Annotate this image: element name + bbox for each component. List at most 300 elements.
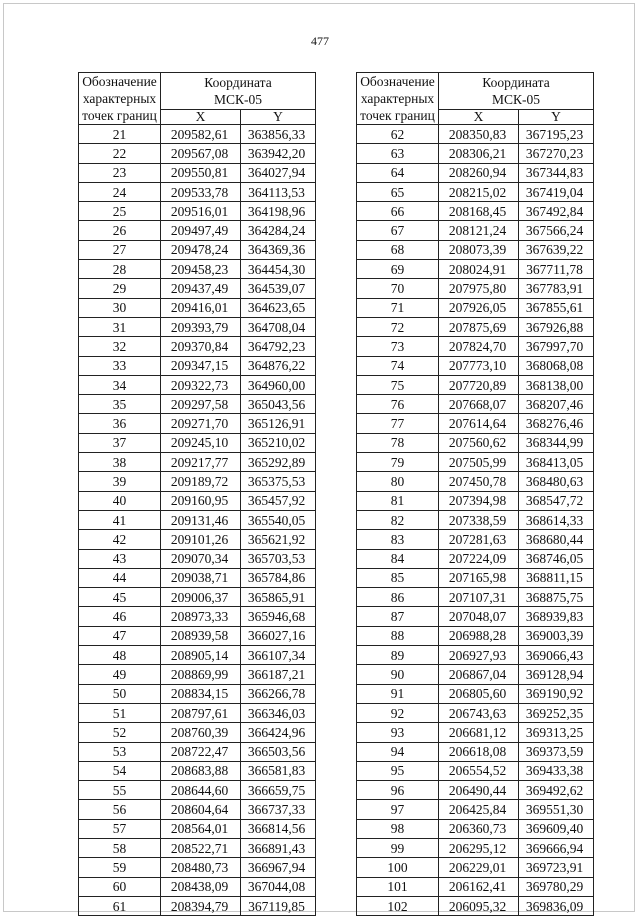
- table-row: [79, 414, 316, 433]
- point-number-cell: 66: [357, 202, 439, 221]
- table-row: [357, 433, 594, 452]
- point-number-cell: 26: [79, 221, 161, 240]
- table-row: [79, 163, 316, 182]
- y-coordinate-cell: 369313,25: [519, 723, 594, 742]
- y-coordinate-cell: 367639,22: [519, 240, 594, 259]
- x-coordinate-cell: 208480,73: [161, 858, 241, 877]
- table-row: [357, 356, 594, 375]
- table-row: [357, 761, 594, 780]
- table-row: [79, 221, 316, 240]
- x-coordinate-cell: 206805,60: [439, 684, 519, 703]
- y-coordinate-cell: 369780,29: [519, 877, 594, 896]
- table-row: [357, 800, 594, 819]
- table-row: [357, 375, 594, 394]
- y-coordinate-cell: 366659,75: [241, 781, 316, 800]
- table-row: [357, 510, 594, 529]
- y-coordinate-cell: 366346,03: [241, 703, 316, 722]
- point-number-cell: 92: [357, 703, 439, 722]
- x-coordinate-cell: 208973,33: [161, 607, 241, 626]
- point-number-cell: 78: [357, 433, 439, 452]
- coordinates-table-right: [356, 72, 594, 916]
- x-coordinate-cell: 209533,78: [161, 182, 241, 201]
- point-number-cell: 87: [357, 607, 439, 626]
- x-coordinate-cell: 207875,69: [439, 317, 519, 336]
- point-number-cell: 62: [357, 125, 439, 144]
- table-row: [357, 896, 594, 915]
- table-row: [357, 260, 594, 279]
- point-number-cell: 63: [357, 144, 439, 163]
- point-number-cell: 96: [357, 781, 439, 800]
- y-coordinate-cell: 364113,53: [241, 182, 316, 201]
- table-row: [357, 317, 594, 336]
- y-coordinate-cell: 364792,23: [241, 337, 316, 356]
- y-coordinate-cell: 363856,33: [241, 125, 316, 144]
- x-coordinate-cell: 209497,49: [161, 221, 241, 240]
- coordinates-table-left: [78, 72, 316, 916]
- y-coordinate-cell: 367344,83: [519, 163, 594, 182]
- y-coordinate-cell: 365292,89: [241, 453, 316, 472]
- y-coordinate-cell: 368680,44: [519, 530, 594, 549]
- table-row: [79, 781, 316, 800]
- point-number-cell: 59: [79, 858, 161, 877]
- table-row: [79, 279, 316, 298]
- y-coordinate-cell: 365210,02: [241, 433, 316, 452]
- x-coordinate-cell: 208564,01: [161, 819, 241, 838]
- x-coordinate-cell: 209550,81: [161, 163, 241, 182]
- point-number-cell: 102: [357, 896, 439, 915]
- point-number-cell: 74: [357, 356, 439, 375]
- y-coordinate-cell: 369551,30: [519, 800, 594, 819]
- y-coordinate-cell: 365457,92: [241, 491, 316, 510]
- x-column-header: X: [439, 110, 519, 125]
- table-row: [79, 568, 316, 587]
- x-coordinate-cell: 208797,61: [161, 703, 241, 722]
- y-coordinate-cell: 367711,78: [519, 260, 594, 279]
- x-coordinate-cell: 209582,61: [161, 125, 241, 144]
- x-coordinate-cell: 208683,88: [161, 761, 241, 780]
- point-number-cell: 37: [79, 433, 161, 452]
- x-coordinate-cell: 208073,39: [439, 240, 519, 259]
- point-number-cell: 45: [79, 588, 161, 607]
- table-row: [79, 472, 316, 491]
- y-coordinate-cell: 369190,92: [519, 684, 594, 703]
- point-number-cell: 93: [357, 723, 439, 742]
- table-row: [357, 858, 594, 877]
- x-coordinate-cell: 209038,71: [161, 568, 241, 587]
- y-coordinate-cell: 367855,61: [519, 298, 594, 317]
- table-row: [357, 607, 594, 626]
- point-number-cell: 39: [79, 472, 161, 491]
- y-coordinate-cell: 365621,92: [241, 530, 316, 549]
- y-coordinate-cell: 364284,24: [241, 221, 316, 240]
- point-number-cell: 35: [79, 395, 161, 414]
- point-number-cell: 25: [79, 202, 161, 221]
- x-coordinate-cell: 207450,78: [439, 472, 519, 491]
- x-coordinate-cell: 208024,91: [439, 260, 519, 279]
- y-coordinate-cell: 369373,59: [519, 742, 594, 761]
- y-coordinate-cell: 367419,04: [519, 182, 594, 201]
- y-coordinate-cell: 368875,75: [519, 588, 594, 607]
- table-row: [357, 414, 594, 433]
- point-number-cell: 72: [357, 317, 439, 336]
- x-coordinate-cell: 206360,73: [439, 819, 519, 838]
- y-coordinate-cell: 364623,65: [241, 298, 316, 317]
- y-coordinate-cell: 369723,91: [519, 858, 594, 877]
- table-row: [357, 549, 594, 568]
- point-number-cell: 38: [79, 453, 161, 472]
- x-coordinate-cell: 208939,58: [161, 626, 241, 645]
- point-number-cell: 97: [357, 800, 439, 819]
- table-row: [79, 337, 316, 356]
- table-row: [357, 337, 594, 356]
- point-number-cell: 57: [79, 819, 161, 838]
- table-row: [357, 665, 594, 684]
- x-coordinate-cell: 208215,02: [439, 182, 519, 201]
- point-number-cell: 81: [357, 491, 439, 510]
- point-number-cell: 41: [79, 510, 161, 529]
- x-coordinate-cell: 206988,28: [439, 626, 519, 645]
- y-coordinate-cell: 365784,86: [241, 568, 316, 587]
- table-row: [79, 433, 316, 452]
- x-coordinate-cell: 208905,14: [161, 646, 241, 665]
- table-row: [357, 684, 594, 703]
- y-coordinate-cell: 368480,63: [519, 472, 594, 491]
- point-number-cell: 21: [79, 125, 161, 144]
- x-coordinate-cell: 206681,12: [439, 723, 519, 742]
- table-row: [357, 125, 594, 144]
- point-number-cell: 90: [357, 665, 439, 684]
- table-row: [357, 530, 594, 549]
- point-number-cell: 34: [79, 375, 161, 394]
- x-coordinate-cell: 208350,83: [439, 125, 519, 144]
- table-row: [79, 626, 316, 645]
- x-coordinate-cell: 209322,73: [161, 375, 241, 394]
- y-coordinate-cell: 368138,00: [519, 375, 594, 394]
- table-row: [357, 298, 594, 317]
- point-number-cell: 31: [79, 317, 161, 336]
- point-number-cell: 71: [357, 298, 439, 317]
- table-row: [357, 588, 594, 607]
- point-number-cell: 73: [357, 337, 439, 356]
- table-row: [79, 356, 316, 375]
- x-coordinate-cell: 206618,08: [439, 742, 519, 761]
- x-coordinate-cell: 209006,37: [161, 588, 241, 607]
- x-coordinate-cell: 207224,09: [439, 549, 519, 568]
- x-column-header: X: [161, 110, 241, 125]
- table-row: [357, 877, 594, 896]
- table-row: [79, 838, 316, 857]
- x-coordinate-cell: 207048,07: [439, 607, 519, 626]
- point-number-cell: 53: [79, 742, 161, 761]
- x-coordinate-cell: 207824,70: [439, 337, 519, 356]
- y-coordinate-cell: 366581,83: [241, 761, 316, 780]
- y-coordinate-cell: 369836,09: [519, 896, 594, 915]
- x-coordinate-cell: 209393,79: [161, 317, 241, 336]
- y-coordinate-cell: 367195,23: [519, 125, 594, 144]
- x-coordinate-cell: 208644,60: [161, 781, 241, 800]
- point-number-cell: 83: [357, 530, 439, 549]
- point-number-cell: 64: [357, 163, 439, 182]
- x-coordinate-cell: 209347,15: [161, 356, 241, 375]
- x-coordinate-cell: 207505,99: [439, 453, 519, 472]
- x-coordinate-cell: 206095,32: [439, 896, 519, 915]
- y-coordinate-cell: 367997,70: [519, 337, 594, 356]
- y-coordinate-cell: 368939,83: [519, 607, 594, 626]
- y-coordinate-cell: 365126,91: [241, 414, 316, 433]
- table-row: [357, 568, 594, 587]
- x-coordinate-cell: 209458,23: [161, 260, 241, 279]
- x-coordinate-cell: 207394,98: [439, 491, 519, 510]
- point-number-cell: 61: [79, 896, 161, 915]
- x-coordinate-cell: 206425,84: [439, 800, 519, 819]
- table-row: [79, 742, 316, 761]
- y-coordinate-cell: 364960,00: [241, 375, 316, 394]
- point-number-cell: 69: [357, 260, 439, 279]
- x-coordinate-cell: 208522,71: [161, 838, 241, 857]
- x-coordinate-cell: 208760,39: [161, 723, 241, 742]
- y-coordinate-cell: 368207,46: [519, 395, 594, 414]
- x-coordinate-cell: 209101,26: [161, 530, 241, 549]
- y-coordinate-cell: 368068,08: [519, 356, 594, 375]
- point-number-cell: 67: [357, 221, 439, 240]
- y-coordinate-cell: 364454,30: [241, 260, 316, 279]
- table-row: [357, 221, 594, 240]
- x-coordinate-cell: 209070,34: [161, 549, 241, 568]
- point-number-cell: 58: [79, 838, 161, 857]
- table-row: [357, 646, 594, 665]
- point-number-cell: 84: [357, 549, 439, 568]
- table-row: [79, 510, 316, 529]
- table-row: [357, 395, 594, 414]
- point-number-cell: 40: [79, 491, 161, 510]
- y-coordinate-cell: 366967,94: [241, 858, 316, 877]
- table-row: [79, 761, 316, 780]
- x-coordinate-cell: 208306,21: [439, 144, 519, 163]
- y-coordinate-cell: 364027,94: [241, 163, 316, 182]
- x-coordinate-cell: 207165,98: [439, 568, 519, 587]
- point-number-cell: 29: [79, 279, 161, 298]
- x-coordinate-cell: 209437,49: [161, 279, 241, 298]
- y-coordinate-cell: 369433,38: [519, 761, 594, 780]
- y-coordinate-cell: 365703,53: [241, 549, 316, 568]
- y-coordinate-cell: 364876,22: [241, 356, 316, 375]
- y-coordinate-cell: 369609,40: [519, 819, 594, 838]
- y-coordinate-cell: 369252,35: [519, 703, 594, 722]
- x-coordinate-cell: 208834,15: [161, 684, 241, 703]
- x-coordinate-cell: 209516,01: [161, 202, 241, 221]
- point-number-cell: 88: [357, 626, 439, 645]
- point-number-cell: 60: [79, 877, 161, 896]
- y-coordinate-cell: 366187,21: [241, 665, 316, 684]
- x-coordinate-cell: 209370,84: [161, 337, 241, 356]
- table-row: [79, 896, 316, 915]
- point-number-cell: 77: [357, 414, 439, 433]
- x-coordinate-cell: 209478,24: [161, 240, 241, 259]
- point-number-cell: 27: [79, 240, 161, 259]
- y-coordinate-cell: 367783,91: [519, 279, 594, 298]
- y-coordinate-cell: 366027,16: [241, 626, 316, 645]
- y-column-header: Y: [519, 110, 594, 125]
- y-coordinate-cell: 366107,34: [241, 646, 316, 665]
- table-row: [79, 703, 316, 722]
- y-coordinate-cell: 368413,05: [519, 453, 594, 472]
- x-coordinate-cell: 209245,10: [161, 433, 241, 452]
- table-row: [79, 240, 316, 259]
- point-number-cell: 44: [79, 568, 161, 587]
- point-number-cell: 55: [79, 781, 161, 800]
- x-coordinate-cell: 206295,12: [439, 838, 519, 857]
- y-coordinate-cell: 367492,84: [519, 202, 594, 221]
- y-coordinate-cell: 368344,99: [519, 433, 594, 452]
- y-coordinate-cell: 364539,07: [241, 279, 316, 298]
- table-row: [357, 491, 594, 510]
- y-coordinate-cell: 369492,62: [519, 781, 594, 800]
- x-coordinate-cell: 209217,77: [161, 453, 241, 472]
- table-row: [79, 202, 316, 221]
- page-number: 477: [311, 34, 329, 48]
- table-row: [357, 240, 594, 259]
- x-coordinate-cell: 206229,01: [439, 858, 519, 877]
- x-coordinate-cell: 207107,31: [439, 588, 519, 607]
- point-number-cell: 49: [79, 665, 161, 684]
- y-coordinate-cell: 368614,33: [519, 510, 594, 529]
- y-coordinate-cell: 366814,56: [241, 819, 316, 838]
- table-row: [357, 742, 594, 761]
- y-column-header: Y: [241, 110, 316, 125]
- y-coordinate-cell: 369066,43: [519, 646, 594, 665]
- point-number-cell: 46: [79, 607, 161, 626]
- x-coordinate-cell: 206743,63: [439, 703, 519, 722]
- y-coordinate-cell: 367566,24: [519, 221, 594, 240]
- x-coordinate-cell: 208260,94: [439, 163, 519, 182]
- point-number-cell: 89: [357, 646, 439, 665]
- y-coordinate-cell: 364708,04: [241, 317, 316, 336]
- table-row: [357, 703, 594, 722]
- x-coordinate-cell: 206927,93: [439, 646, 519, 665]
- point-number-cell: 24: [79, 182, 161, 201]
- table-row: [79, 819, 316, 838]
- table-row: [79, 260, 316, 279]
- x-coordinate-cell: 209567,08: [161, 144, 241, 163]
- table-row: [79, 665, 316, 684]
- point-number-cell: 33: [79, 356, 161, 375]
- point-number-cell: 32: [79, 337, 161, 356]
- table-row: [79, 646, 316, 665]
- y-coordinate-cell: 367926,88: [519, 317, 594, 336]
- point-number-cell: 23: [79, 163, 161, 182]
- point-number-cell: 79: [357, 453, 439, 472]
- point-number-cell: 95: [357, 761, 439, 780]
- y-coordinate-cell: 364369,36: [241, 240, 316, 259]
- point-number-cell: 80: [357, 472, 439, 491]
- x-coordinate-cell: 209297,58: [161, 395, 241, 414]
- x-coordinate-cell: 209160,95: [161, 491, 241, 510]
- point-number-cell: 76: [357, 395, 439, 414]
- y-coordinate-cell: 369003,39: [519, 626, 594, 645]
- table-row: [79, 375, 316, 394]
- point-number-cell: 22: [79, 144, 161, 163]
- point-number-cell: 56: [79, 800, 161, 819]
- point-number-cell: 65: [357, 182, 439, 201]
- x-coordinate-cell: 206867,04: [439, 665, 519, 684]
- y-coordinate-cell: 365540,05: [241, 510, 316, 529]
- x-coordinate-cell: 207926,05: [439, 298, 519, 317]
- table-row: [79, 530, 316, 549]
- x-coordinate-cell: 208168,45: [439, 202, 519, 221]
- table-row: [357, 182, 594, 201]
- table-row: [357, 472, 594, 491]
- table-row: [79, 298, 316, 317]
- y-coordinate-cell: 363942,20: [241, 144, 316, 163]
- table-row: [79, 858, 316, 877]
- coordinate-title-header: Координата МСК-05: [439, 73, 594, 110]
- table-row: [79, 317, 316, 336]
- point-number-cell: 52: [79, 723, 161, 742]
- table-row: [79, 125, 316, 144]
- point-number-cell: 47: [79, 626, 161, 645]
- point-number-cell: 75: [357, 375, 439, 394]
- x-coordinate-cell: 208394,79: [161, 896, 241, 915]
- table-row: [79, 607, 316, 626]
- point-number-cell: 30: [79, 298, 161, 317]
- x-coordinate-cell: 206162,41: [439, 877, 519, 896]
- table-row: [357, 163, 594, 182]
- x-coordinate-cell: 206490,44: [439, 781, 519, 800]
- x-coordinate-cell: 208604,64: [161, 800, 241, 819]
- x-coordinate-cell: 207720,89: [439, 375, 519, 394]
- point-number-cell: 101: [357, 877, 439, 896]
- table-row: [357, 144, 594, 163]
- table-row: [79, 723, 316, 742]
- table-row: [79, 144, 316, 163]
- point-number-cell: 51: [79, 703, 161, 722]
- y-coordinate-cell: 368811,15: [519, 568, 594, 587]
- point-number-cell: 100: [357, 858, 439, 877]
- x-coordinate-cell: 207668,07: [439, 395, 519, 414]
- table-row: [79, 549, 316, 568]
- point-number-cell: 82: [357, 510, 439, 529]
- y-coordinate-cell: 368547,72: [519, 491, 594, 510]
- table-row: [357, 626, 594, 645]
- y-coordinate-cell: 367044,08: [241, 877, 316, 896]
- table-row: [79, 588, 316, 607]
- table-row: [79, 800, 316, 819]
- point-number-cell: 98: [357, 819, 439, 838]
- point-number-cell: 50: [79, 684, 161, 703]
- x-coordinate-cell: 209189,72: [161, 472, 241, 491]
- y-coordinate-cell: 369128,94: [519, 665, 594, 684]
- y-coordinate-cell: 365946,68: [241, 607, 316, 626]
- x-coordinate-cell: 207281,63: [439, 530, 519, 549]
- y-coordinate-cell: 364198,96: [241, 202, 316, 221]
- x-coordinate-cell: 207773,10: [439, 356, 519, 375]
- x-coordinate-cell: 207614,64: [439, 414, 519, 433]
- coordinate-title-header: Координата МСК-05: [161, 73, 316, 110]
- point-number-cell: 42: [79, 530, 161, 549]
- y-coordinate-cell: 368746,05: [519, 549, 594, 568]
- point-number-cell: 43: [79, 549, 161, 568]
- point-number-cell: 86: [357, 588, 439, 607]
- table-row: [357, 202, 594, 221]
- table-row: [79, 877, 316, 896]
- x-coordinate-cell: 208722,47: [161, 742, 241, 761]
- table-row: [79, 453, 316, 472]
- x-coordinate-cell: 207338,59: [439, 510, 519, 529]
- table-row: [357, 781, 594, 800]
- point-number-cell: 48: [79, 646, 161, 665]
- y-coordinate-cell: 367270,23: [519, 144, 594, 163]
- table-row: [357, 279, 594, 298]
